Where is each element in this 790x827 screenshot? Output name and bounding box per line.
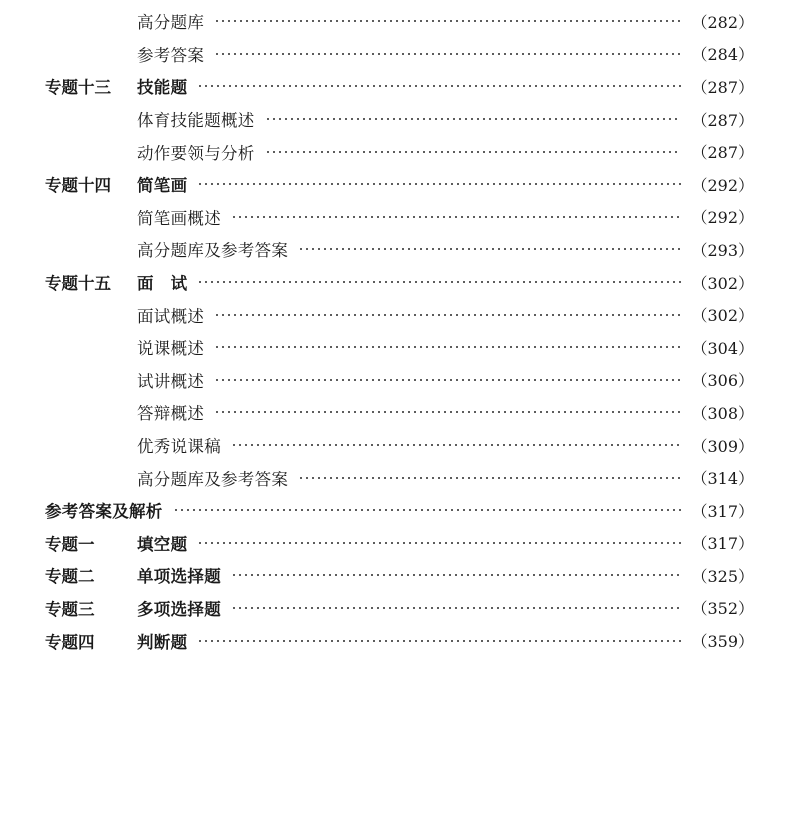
- toc-entry-row[interactable]: [0, 103, 790, 136]
- toc-topic-row[interactable]: [0, 559, 790, 592]
- toc-entry-row[interactable]: [0, 364, 790, 397]
- toc-page-number: （308）: [691, 403, 754, 423]
- table-of-contents: [0, 5, 790, 657]
- toc-entry-row[interactable]: [0, 38, 790, 71]
- toc-entry-title: 体育技能题概述: [137, 111, 255, 131]
- toc-page-number: （314）: [691, 469, 754, 489]
- toc-entry-title: 单项选择题: [137, 567, 221, 587]
- dot-leader: [197, 542, 681, 544]
- dot-leader: [298, 477, 681, 479]
- dot-leader: [231, 607, 681, 609]
- toc-page-number: （282）: [691, 12, 754, 32]
- toc-page-number: （292）: [691, 208, 754, 228]
- toc-page-number: （287）: [691, 143, 754, 163]
- dot-leader: [214, 379, 681, 381]
- toc-entry-row[interactable]: [0, 201, 790, 234]
- dot-leader: [197, 281, 681, 283]
- toc-entry-title: 高分题库: [137, 13, 205, 33]
- dot-leader: [231, 444, 681, 446]
- toc-page-number: （309）: [691, 436, 754, 456]
- toc-page-number: （359）: [691, 632, 754, 652]
- toc-page-number: （293）: [691, 240, 754, 260]
- toc-page-number: （317）: [691, 534, 754, 554]
- dot-leader: [298, 248, 681, 250]
- toc-entry-row[interactable]: [0, 233, 790, 266]
- toc-topic-row[interactable]: [0, 70, 790, 103]
- dot-leader: [265, 118, 682, 120]
- dot-leader: [231, 574, 681, 576]
- toc-page-number: （304）: [691, 338, 754, 358]
- toc-entry-title: 简笔画: [137, 176, 188, 196]
- toc-entry-title: 动作要领与分析: [137, 143, 255, 163]
- toc-page-number: （284）: [691, 45, 754, 65]
- toc-topic-number: 专题十四: [45, 176, 111, 196]
- toc-topic-number: 专题三: [45, 599, 95, 619]
- toc-entry-row[interactable]: [0, 429, 790, 462]
- toc-topic-row[interactable]: [0, 624, 790, 657]
- toc-page-number: （302）: [691, 273, 754, 293]
- toc-entry-row[interactable]: [0, 135, 790, 168]
- toc-entry-title: 简笔画概述: [137, 208, 221, 228]
- dot-leader: [214, 20, 681, 22]
- toc-entry-row[interactable]: [0, 298, 790, 331]
- toc-entry-row[interactable]: [0, 331, 790, 364]
- toc-topic-number: 专题十三: [45, 78, 111, 98]
- toc-entry-title: 技能题: [137, 78, 188, 98]
- dot-leader: [173, 509, 682, 511]
- toc-entry-title: 面 试: [137, 274, 188, 294]
- toc-entry-title: 说课概述: [137, 339, 205, 359]
- toc-entry-title: 填空题: [137, 534, 188, 554]
- toc-topic-number: 专题十五: [45, 274, 111, 294]
- dot-leader: [214, 411, 681, 413]
- toc-entry-title: 参考答案及解析: [45, 502, 163, 522]
- toc-page-number: （352）: [691, 599, 754, 619]
- dot-leader: [197, 85, 681, 87]
- toc-topic-row[interactable]: [0, 592, 790, 625]
- dot-leader: [214, 346, 681, 348]
- toc-entry-row[interactable]: [0, 5, 790, 38]
- toc-entry-title: 面试概述: [137, 306, 205, 326]
- toc-topic-number: 专题一: [45, 534, 95, 554]
- toc-entry-title: 高分题库及参考答案: [137, 469, 289, 489]
- toc-page-number: （287）: [691, 110, 754, 130]
- toc-topic-row[interactable]: [0, 527, 790, 560]
- toc-topic-row[interactable]: [0, 168, 790, 201]
- toc-entry-title: 多项选择题: [137, 599, 221, 619]
- toc-entry-title: 判断题: [137, 632, 188, 652]
- toc-entry-title: 参考答案: [137, 45, 205, 65]
- dot-leader: [214, 53, 681, 55]
- toc-chapter-row[interactable]: [0, 494, 790, 527]
- toc-page-number: （292）: [691, 175, 754, 195]
- toc-topic-number: 专题四: [45, 632, 95, 652]
- dot-leader: [265, 151, 682, 153]
- toc-page-number: （287）: [691, 77, 754, 97]
- toc-page-number: （325）: [691, 566, 754, 586]
- toc-entry-row[interactable]: [0, 461, 790, 494]
- toc-page-number: （317）: [691, 501, 754, 521]
- toc-page-number: （306）: [691, 371, 754, 391]
- toc-entry-title: 优秀说课稿: [137, 437, 221, 457]
- dot-leader: [197, 183, 681, 185]
- toc-entry-title: 试讲概述: [137, 371, 205, 391]
- dot-leader: [231, 216, 681, 218]
- toc-page-number: （302）: [691, 306, 754, 326]
- toc-entry-title: 高分题库及参考答案: [137, 241, 289, 261]
- toc-topic-row[interactable]: [0, 266, 790, 299]
- toc-entry-row[interactable]: [0, 396, 790, 429]
- dot-leader: [214, 314, 681, 316]
- toc-topic-number: 专题二: [45, 567, 95, 587]
- dot-leader: [197, 640, 681, 642]
- toc-entry-title: 答辩概述: [137, 404, 205, 424]
